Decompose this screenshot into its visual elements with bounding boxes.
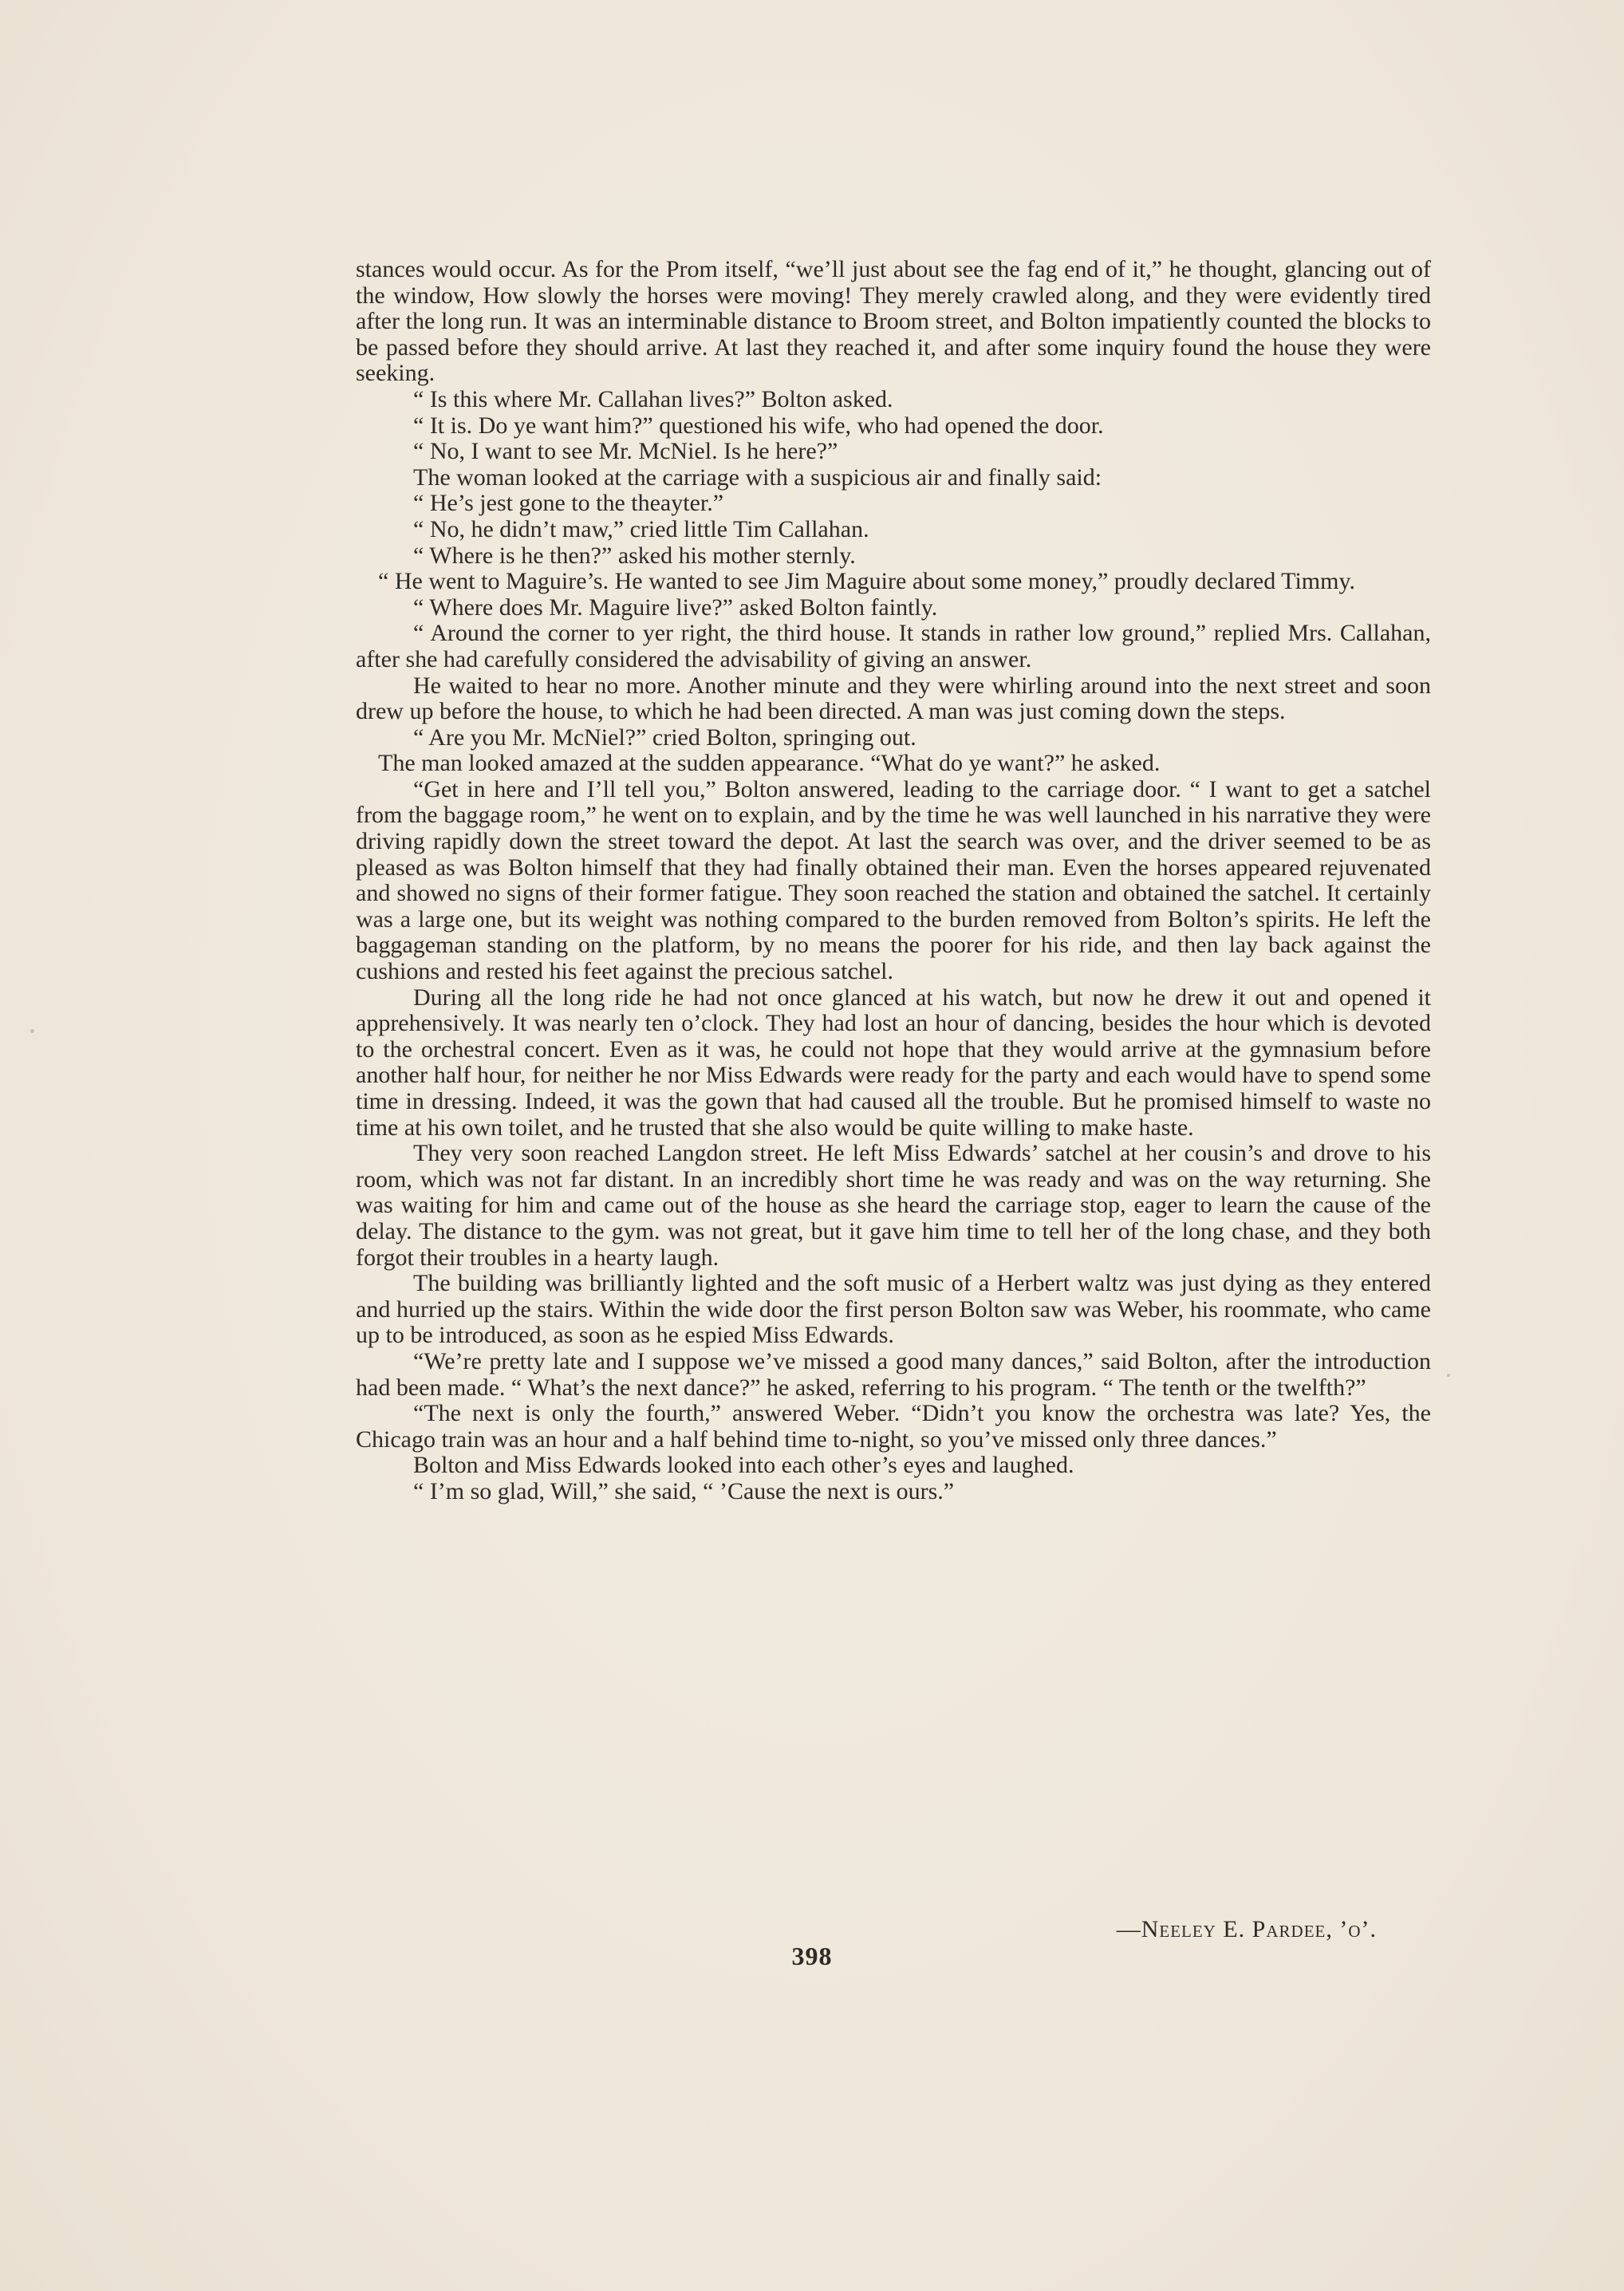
paragraph: During all the long ride he had not once glanced at his watch, but now he drew it out and opened it apprehensively. It was nearly ten o’clock. They had lost an hour of dancing, besides the hour which is devoted to the orchestral concert. Even as it was, he could not hope that they would arrive at the gymnasium before another half hour, for neither he nor Miss Edwards were ready for the party and each would have to spend some time in dressing. Indeed, it was the gown that had caused all the trouble. But he promised himself to waste no time at his own toilet, and he trusted that she also would be quite willing to make haste. <box>356 984 1431 1141</box>
paragraph: “ I’m so glad, Will,” she said, “ ’Cause the next is ours.” <box>413 1477 955 1504</box>
paragraph: “ Around the corner to yer right, the third house. It stands in rather low ground,” replied Mrs. Callahan, after she had carefully considered the advisability of giving an answer. <box>356 620 1431 672</box>
paragraph: “ He’s jest gone to the theayter.” <box>413 490 724 517</box>
paragraph: They very soon reached Langdon street. He left Miss Edwards’ satchel at her cousin’s and drove to his room, which was not far distant. In an incredibly short time he was ready and was on the way returning. She was waiting for him and came out of the house as she heard the carriage stop, eager to learn the cause of the delay. The distance to the gym. was not great, but it gave him time to tell her of the long chase, and they both forgot their troubles in a hearty laugh. <box>356 1140 1431 1271</box>
paragraph: “We’re pretty late and I suppose we’ve missed a good many dances,” said Bolton, after the introduction had been made. “ What’s the next dance?” he asked, referring to his program. “ The tenth or the twelfth?” <box>356 1347 1431 1401</box>
paragraph: He waited to hear no more. Another minute and they were whirling around into the next street and soon drew up before the house, to which he had been directed. A man was just coming down the steps. <box>356 672 1431 725</box>
paragraph: “ He went to Maguire’s. He wanted to see Jim Maguire about some money,” proudly declared Timmy. <box>378 568 1356 595</box>
author-signature: —Neeley E. Pardee, ’o’. <box>1116 1916 1377 1942</box>
paragraph: “ It is. Do ye want him?” questioned his wife, who had opened the door. <box>413 412 1104 439</box>
paragraph: “ Where does Mr. Maguire live?” asked Bolton faintly. <box>413 593 938 621</box>
page-number: 398 <box>791 1942 833 1970</box>
paragraph: “ No, I want to see Mr. McNiel. Is he here?” <box>413 438 838 465</box>
paragraph: “The next is only the fourth,” answered Weber. “Didn’t you know the orchestra was late? Yes, the Chicago train was an hour and a half behind time to-night, so you’ve missed only three dances.” <box>356 1400 1431 1453</box>
paragraph: stances would occur. As for the Prom itself, “we’ll just about see the fag end of it,” he thought, glancing out of the window, How slowly the horses were moving! They merely crawled along, and they were evidently tired after the long run. It was an interminable distance to Broom street, and Bolton impatiently counted the blocks to be passed before they should arrive. At last they reached it, and after some inquiry found the house they were seeking. <box>356 256 1431 387</box>
paragraph: The woman looked at the carriage with a suspicious air and finally said: <box>413 463 1102 491</box>
paper-speck <box>30 1029 34 1033</box>
paragraph: “ Where is he then?” asked his mother sternly. <box>413 542 856 569</box>
paragraph: Bolton and Miss Edwards looked into each other’s eyes and laughed. <box>413 1452 1074 1479</box>
story-text <box>356 257 1431 1505</box>
paragraph: The building was brilliantly lighted and the soft music of a Herbert waltz was just dying as they entered and hurried up the stairs. Within the wide door the first person Bolton saw was Weber, his roommate, who came up to be introduced, as soon as he espied Miss Edwards. <box>356 1270 1431 1349</box>
paragraph: “ Is this where Mr. Callahan lives?” Bolton asked. <box>413 385 893 412</box>
paragraph: “Get in here and I’ll tell you,” Bolton answered, leading to the carriage door. “ I want to get a satchel from the baggage room,” he went on to explain, and by the time he was well launched in his narrative they were driving rapidly down the street toward the depot. At last the search was over, and the driver seemed to be as pleased as was Bolton himself that they had finally obtained their man. Even the horses appeared rejuvenated and showed no signs of their former fatigue. They soon reached the station and obtained the satchel. It certainly was a large one, but its weight was nothing compared to the burden removed from Bolton’s spirits. He left the baggageman standing on the platform, by no means the poorer for his ride, and then lay back against the cushions and rested his feet against the precious satchel. <box>356 775 1431 985</box>
paper-speck <box>1447 1374 1450 1377</box>
paragraph: “ Are you Mr. McNiel?” cried Bolton, springing out. <box>413 724 916 751</box>
paragraph: “ No, he didn’t maw,” cried little Tim Callahan. <box>413 515 869 542</box>
paragraph: The man looked amazed at the sudden appearance. “What do ye want?” he asked. <box>378 750 1161 777</box>
